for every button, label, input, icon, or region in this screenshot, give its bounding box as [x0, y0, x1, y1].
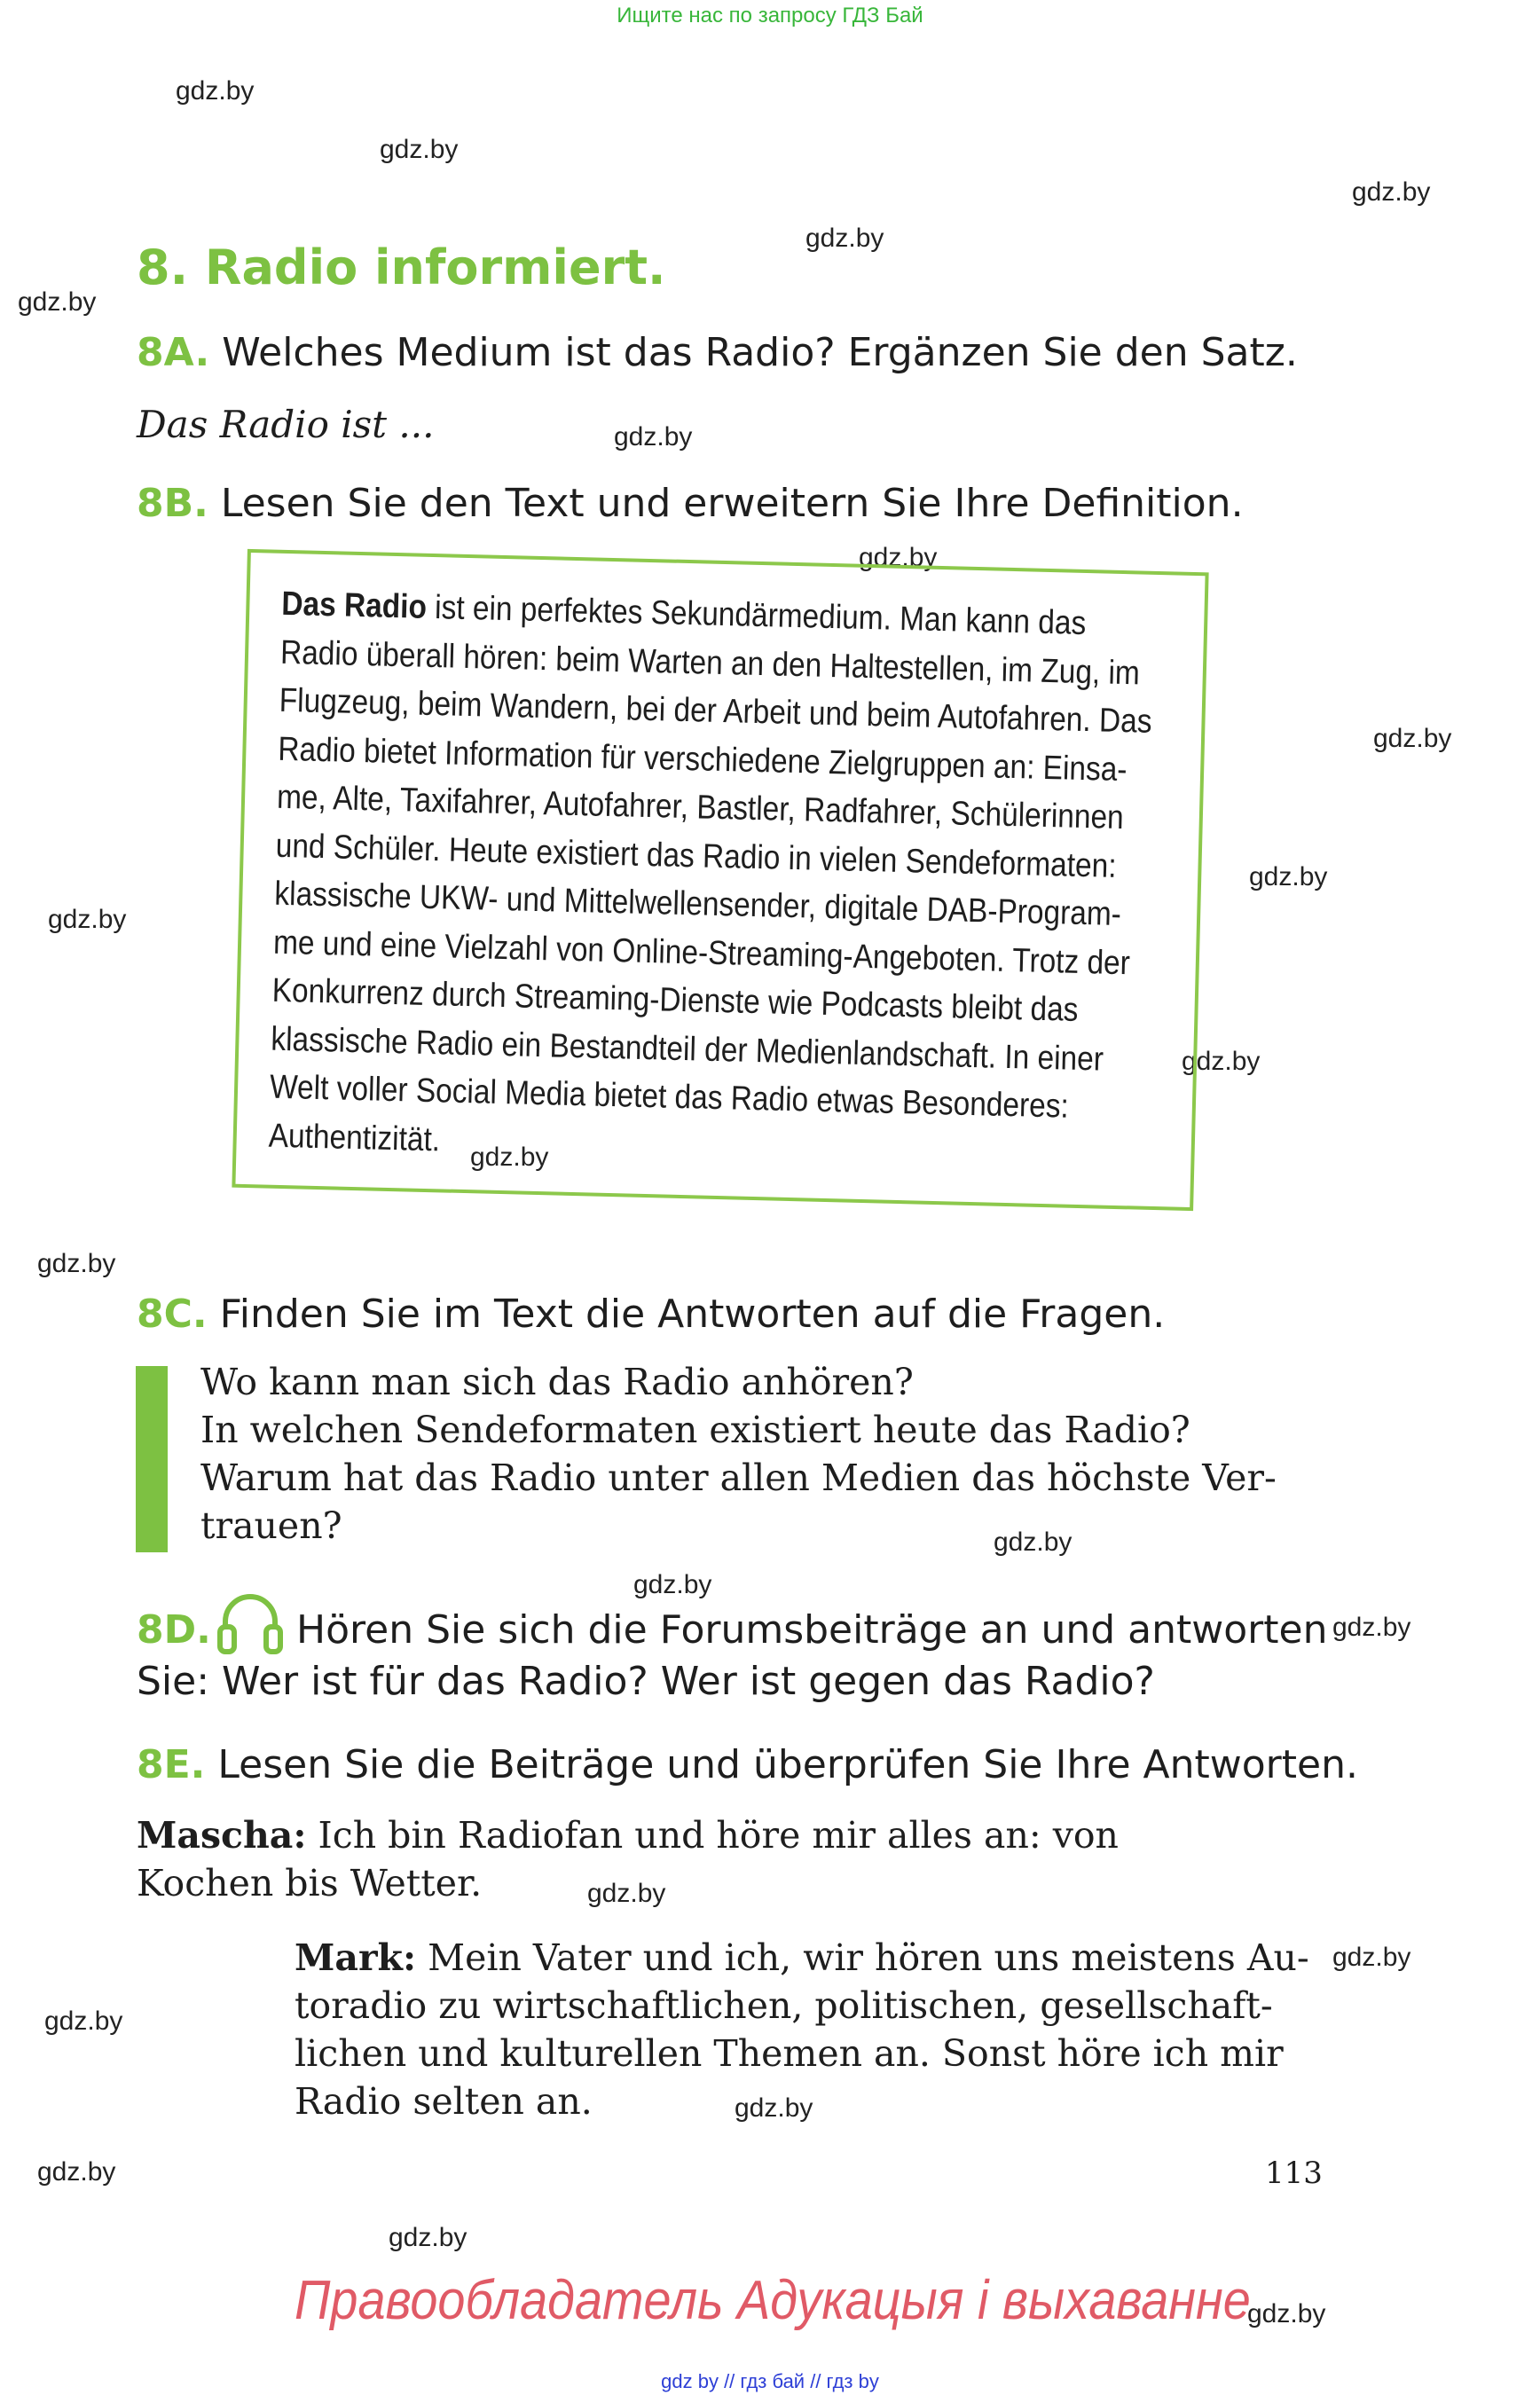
watermark: gdz.by: [48, 905, 127, 934]
watermark: gdz.by: [389, 2223, 468, 2252]
text-line: ist ein perfektes Sekundärmedium. Man kann das: [426, 588, 1087, 642]
post-line: Ich bin Radiofan und höre mir alles an: von: [306, 1814, 1119, 1857]
watermark: gdz.by: [176, 76, 255, 106]
watermark: gdz.by: [1182, 1047, 1261, 1076]
post-mark: [295, 1934, 1309, 2125]
task-number: 8D.: [137, 1607, 211, 1653]
watermark: gdz.by: [859, 543, 938, 572]
watermark: gdz.by: [1373, 724, 1452, 753]
text-line: me, Alte, Taxifahrer, Autofahrer, Bastler, Radfahrer, Schülerinnen: [276, 778, 1125, 837]
watermark: gdz.by: [380, 135, 459, 164]
text-line: Radio überall hören: beim Warten an den Haltestellen, im Zug, im: [279, 633, 1141, 692]
post-author: Mascha:: [137, 1814, 307, 1857]
task-8d-line2: Sie: Wer ist für das Radio? Wer ist gegen das Radio?: [137, 1659, 1155, 1704]
task-8d-heading: [137, 1607, 224, 1653]
task-number: 8C.: [137, 1292, 208, 1337]
watermark: gdz.by: [1332, 1613, 1411, 1642]
text-line: Konkurrenz durch Streaming-Dienste wie Podcasts bleibt das: [271, 971, 1079, 1029]
watermark: gdz.by: [587, 1879, 666, 1908]
task-number: 8B.: [137, 481, 208, 526]
watermark: gdz.by: [1332, 1943, 1411, 1972]
watermark: gdz.by: [1249, 862, 1328, 891]
question: Warum hat das Radio unter allen Medien das höchste Ver-: [200, 1457, 1277, 1499]
post-author: Mark:: [295, 1936, 417, 1979]
task-text: Lesen Sie die Beiträge und überprüfen Sie Ihre Antworten.: [217, 1742, 1358, 1787]
task-8a-heading: [137, 330, 1298, 375]
watermark: gdz.by: [1247, 2299, 1326, 2328]
watermark: gdz.by: [994, 1527, 1072, 1557]
questions-accent-bar: [136, 1366, 168, 1552]
task-number: 8A.: [137, 330, 210, 375]
watermark: gdz.by: [470, 1143, 549, 1172]
text-line: klassische Radio ein Bestandteil der Medienlandschaft. In einer: [270, 1020, 1104, 1079]
task-8b-heading: [137, 481, 1244, 526]
rights-holder: Правообладатель Адукацыя і выхаванне: [295, 2270, 1251, 2331]
post-line: Radio selten an.: [295, 2080, 593, 2123]
text-line: me und eine Vielzahl von Online-Streaming-Angeboten. Trotz der: [272, 923, 1131, 982]
page-number: 113: [1265, 2156, 1323, 2191]
headphones-icon: [216, 1590, 284, 1657]
task-text: Welches Medium ist das Radio? Ergänzen Sie den Satz.: [222, 330, 1298, 375]
task-number: 8E.: [137, 1742, 206, 1787]
text-line: und Schüler. Heute existiert das Radio in vielen Sendeformaten:: [275, 827, 1118, 885]
task-8c-heading: [137, 1292, 1165, 1337]
post-line: toradio zu wirtschaftlichen, politischen, gesellschaft-: [295, 1984, 1273, 2027]
answer-starter: Das Radio ist ...: [137, 403, 435, 446]
question: trauen?: [200, 1504, 342, 1547]
watermark: gdz.by: [633, 1570, 712, 1599]
watermark: gdz.by: [37, 2157, 116, 2187]
text-lead: Das Radio: [280, 585, 428, 626]
reading-text-box: [232, 549, 1208, 1211]
post-line: Kochen bis Wetter.: [137, 1862, 483, 1904]
post-line: lichen und kulturellen Themen an. Sonst höre ich mir: [295, 2032, 1284, 2075]
watermark: gdz.by: [37, 1249, 116, 1278]
watermark: gdz.by: [614, 422, 693, 452]
post-mascha: [137, 1811, 1119, 1907]
text-line: Flugzeug, beim Wandern, bei der Arbeit und beim Autofahren. Das: [279, 681, 1152, 741]
watermark: gdz.by: [18, 287, 97, 317]
section-title-text: Radio informiert.: [204, 240, 666, 295]
question: Wo kann man sich das Radio anhören?: [200, 1361, 914, 1403]
watermark: gdz.by: [1352, 177, 1431, 207]
watermark: gdz.by: [44, 2006, 123, 2036]
reading-text: [268, 580, 1178, 1182]
question: In welchen Sendeformaten existiert heute das Radio?: [200, 1409, 1190, 1451]
bottom-banner[interactable]: gdz by // гдз бай // гдз by: [661, 2370, 879, 2392]
text-line: Welt voller Social Media bietet das Radio etwas Besonderes:: [269, 1068, 1070, 1126]
watermark: gdz.by: [735, 2093, 813, 2123]
text-line: klassische UKW- und Mittelwellensender, digitale DAB-Program-: [273, 875, 1122, 934]
text-line: Authentizität.: [268, 1117, 441, 1158]
task-text: Lesen Sie den Text und erweitern Sie Ihre Definition.: [220, 481, 1244, 526]
task-8e-heading: [137, 1742, 1358, 1787]
section-number: 8.: [137, 240, 189, 295]
watermark: gdz.by: [805, 224, 884, 253]
post-line: Mein Vater und ich, wir hören uns meistens Au-: [416, 1936, 1309, 1979]
task-text: Finden Sie im Text die Antworten auf die Fragen.: [219, 1292, 1166, 1337]
text-line: Radio bietet Information für verschiedene Zielgruppen an: Einsa-: [277, 730, 1128, 789]
section-title: [137, 240, 666, 295]
top-banner: Ищите нас по запросу ГДЗ Бай: [617, 4, 923, 27]
task-8d-line1: Hören Sie sich die Forumsbeiträge an und antworten: [296, 1607, 1328, 1653]
